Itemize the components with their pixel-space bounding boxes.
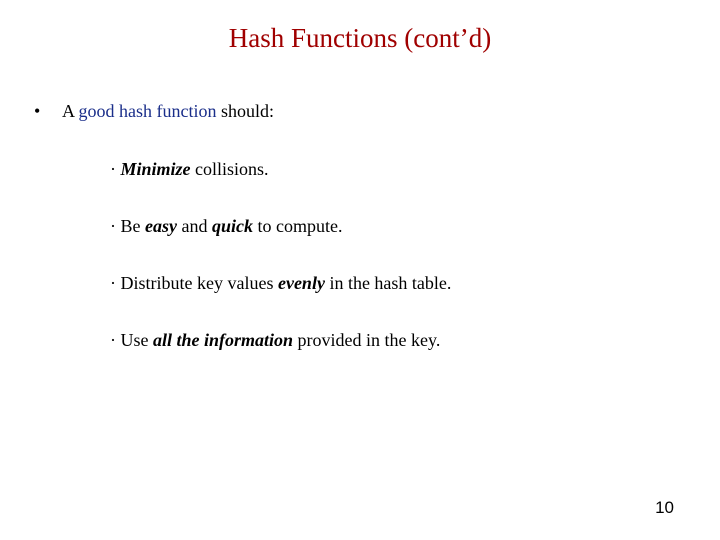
item-text: provided in the key.: [293, 330, 441, 350]
sub-marker: ·: [110, 330, 116, 350]
intro-suffix: should:: [216, 101, 275, 121]
item-text: Be: [116, 216, 145, 236]
item-text: in the hash table.: [324, 273, 452, 293]
sub-marker: ·: [110, 159, 116, 179]
item-text: and: [176, 216, 212, 236]
item-emphasis: quick: [211, 216, 253, 236]
item-emphasis: all the information: [153, 330, 294, 350]
bullet-marker: •: [34, 101, 41, 121]
list-item-minimize: [110, 156, 269, 182]
intro-prefix: A: [62, 101, 79, 121]
sub-marker: ·: [110, 273, 116, 293]
intro-highlight: good hash function: [78, 101, 217, 121]
intro-line: [62, 98, 274, 124]
item-emphasis: evenly: [277, 273, 325, 293]
item-text: collisions.: [190, 159, 269, 179]
slide-title: Hash Functions (cont’d): [228, 23, 492, 53]
item-text: Distribute key values: [116, 273, 278, 293]
page-number: 10: [655, 498, 674, 517]
item-text: Use: [116, 330, 153, 350]
item-text: to compute.: [253, 216, 343, 236]
list-item-use-all: [110, 327, 440, 353]
list-item-easy-quick: [110, 213, 342, 239]
item-emphasis: easy: [145, 216, 177, 236]
item-emphasis: Minimize: [120, 159, 191, 179]
list-item-distribute: [110, 270, 451, 296]
sub-marker: ·: [110, 216, 116, 236]
